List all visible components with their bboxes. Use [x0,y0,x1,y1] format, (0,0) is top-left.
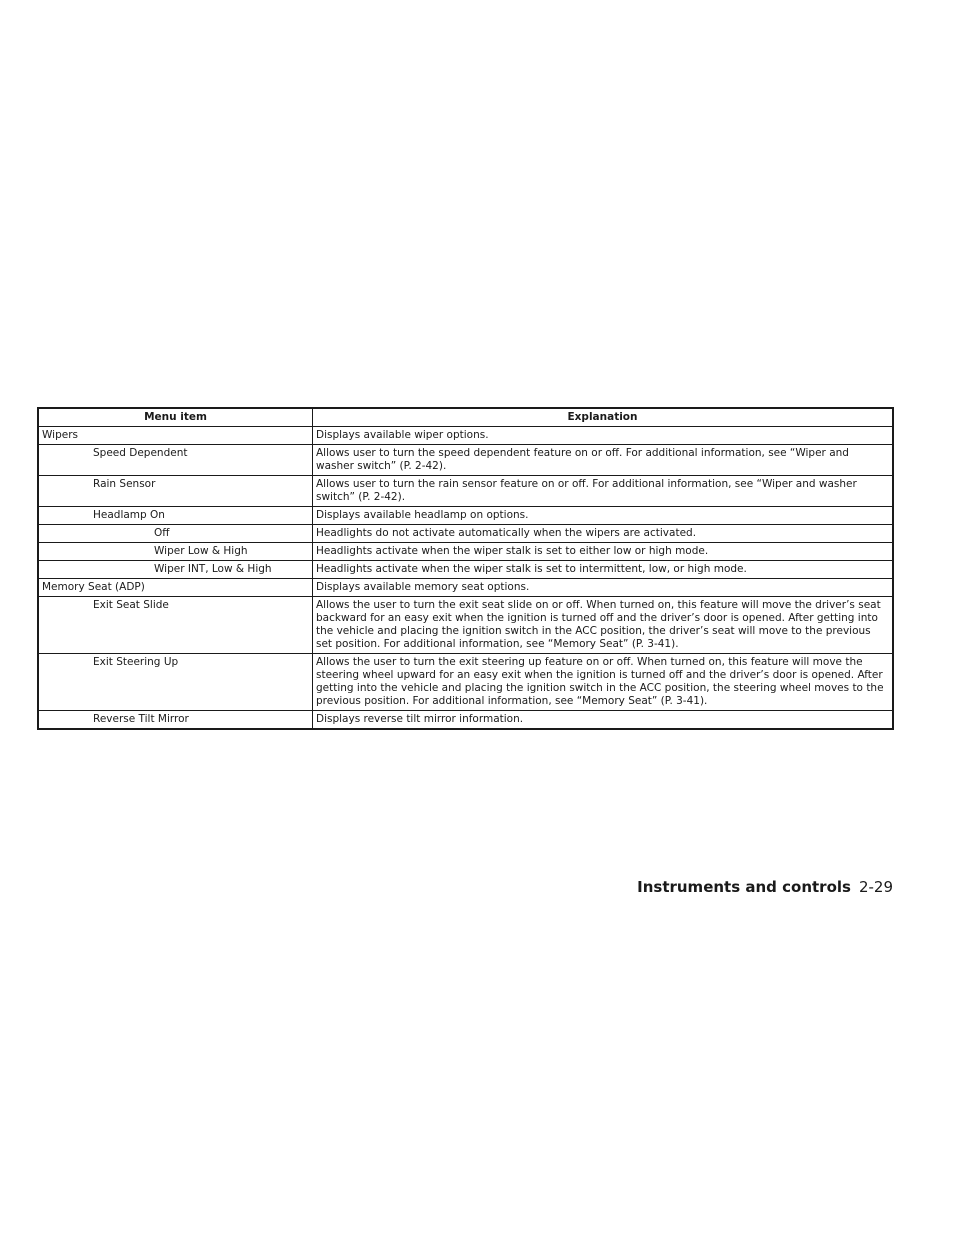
menu-item-cell [39,597,313,653]
explanation-text: Displays available wiper options. [316,429,489,441]
menu-item-cell [39,654,313,710]
menu-item-label: Exit Steering Up [93,656,179,668]
header-menu-item: Menu item [39,409,313,426]
menu-item-label: Off [154,527,170,539]
table-row [39,579,892,597]
explanation-cell [313,427,892,444]
explanation-text: Displays reverse tilt mirror information. [316,713,524,725]
menu-item-cell [39,579,313,596]
menu-item-cell [39,445,313,475]
menu-item-label: Rain Sensor [93,478,156,490]
explanation-cell [313,476,892,506]
explanation-text: Headlights do not activate automatically when the wipers are activated. [316,527,697,539]
menu-item-label: Memory Seat (ADP) [42,581,145,593]
table-row [39,561,892,579]
table-row [39,543,892,561]
explanation-text: Allows the user to turn the exit steering up feature on or off. When turned on, this feature will move the steering wheel upward for an easy exit when the ignition is turned off and the driver’s door is opened. After getting into the vehicle and placing the ignition switch in the ACC position, the steering wheel moves to the previous position. For additional information, see “Memory Seat” (P. 3-41). [316,656,884,707]
table-row [39,445,892,476]
table-row [39,597,892,654]
explanation-cell [313,507,892,524]
table-row [39,525,892,543]
explanation-text: Allows user to turn the speed dependent feature on or off. For additional information, see “Wiper and washer switch” (P. 2-42). [316,447,849,472]
table-row [39,711,892,728]
explanation-text: Allows user to turn the rain sensor feature on or off. For additional information, see “Wiper and washer switch” (P. 2-42). [316,478,857,503]
explanation-cell [313,561,892,578]
menu-item-label: Headlamp On [93,509,165,521]
table-body [39,427,892,728]
explanation-text: Headlights activate when the wiper stalk is set to either low or high mode. [316,545,709,557]
table-row [39,476,892,507]
menu-item-cell [39,525,313,542]
menu-item-label: Exit Seat Slide [93,599,169,611]
menu-item-cell [39,427,313,444]
header-explanation: Explanation [567,411,638,423]
explanation-text: Allows the user to turn the exit seat slide on or off. When turned on, this feature will move the driver’s seat backward for an easy exit when the ignition is turned off and the driver’s door is opened. After getting into the vehicle and placing the ignition switch in the ACC position, the driver’s seat will move to the previous set position. For additional information, see “Memory Seat” (P. 3-41). [316,599,881,650]
table-header [39,409,892,427]
explanation-text: Displays available headlamp on options. [316,509,529,521]
explanation-cell [313,579,892,596]
page-number: 2-29 [858,878,893,896]
explanation-text: Displays available memory seat options. [316,581,530,593]
table-row [39,507,892,525]
explanation-cell [313,543,892,560]
explanation-cell [313,525,892,542]
table-row [39,427,892,445]
settings-table [37,407,894,730]
menu-item-label: Wiper INT, Low & High [154,563,272,575]
explanation-cell [313,711,892,728]
page-footer [637,878,893,896]
section-title: Instruments and controls [637,878,851,896]
menu-item-cell [39,507,313,524]
explanation-cell [313,445,892,475]
menu-item-label: Speed Dependent [93,447,188,459]
menu-item-label: Reverse Tilt Mirror [93,713,189,725]
explanation-text: Headlights activate when the wiper stalk is set to intermittent, low, or high mode. [316,563,747,575]
menu-item-cell [39,561,313,578]
menu-item-cell [39,711,313,728]
menu-item-label: Wiper Low & High [154,545,248,557]
table-row [39,654,892,711]
menu-item-cell [39,543,313,560]
menu-item-label: Wipers [42,429,78,441]
explanation-cell [313,654,892,710]
menu-item-cell [39,476,313,506]
explanation-cell [313,597,892,653]
